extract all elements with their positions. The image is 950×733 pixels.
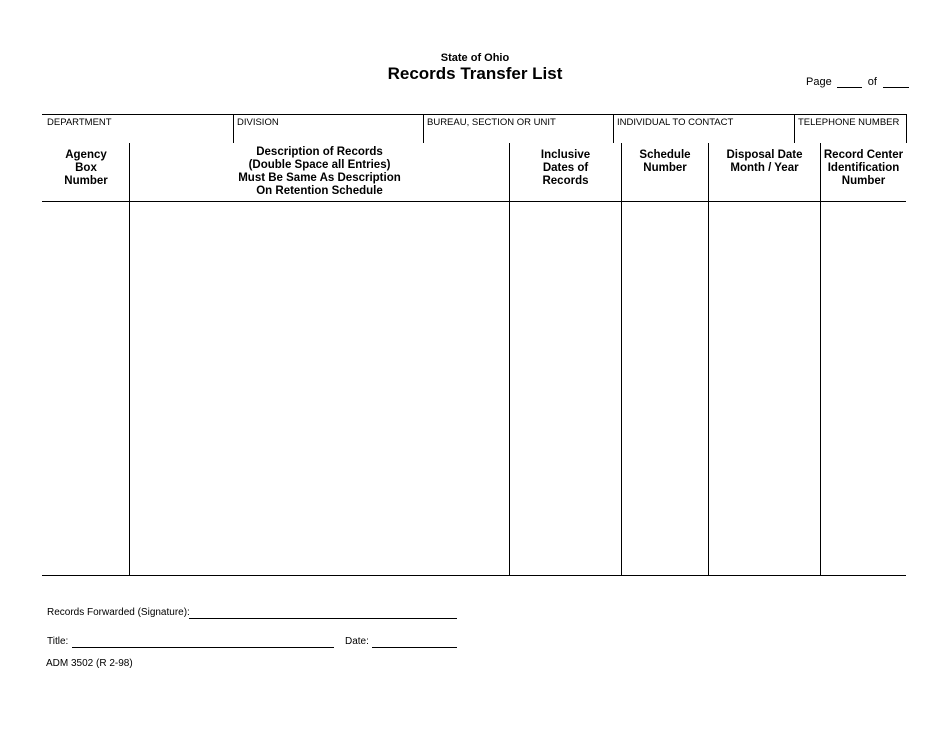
form-number: ADM 3502 (R 2-98): [46, 658, 133, 669]
signature-line[interactable]: [189, 618, 457, 619]
table-bottom-border: [42, 575, 906, 576]
column-header-line: Agency: [65, 149, 107, 161]
col-header-schedule-number: [622, 149, 708, 175]
column-header-line: On Retention Schedule: [256, 185, 383, 197]
department-field[interactable]: [43, 115, 233, 143]
title-label: Title:: [47, 636, 69, 647]
column-header-line: Description of Records: [256, 146, 383, 158]
col-header-record-center-id: [821, 149, 906, 188]
column-header-line: Schedule: [639, 149, 691, 161]
col-header-inclusive-dates: [510, 149, 621, 188]
telephone-label: TELEPHONE NUMBER: [798, 117, 900, 128]
column-header-line: Records: [542, 175, 589, 187]
bureau-label: BUREAU, SECTION OR UNIT: [427, 117, 556, 128]
page-number-field[interactable]: [837, 77, 862, 88]
column-header-line: (Double Space all Entries): [248, 159, 391, 171]
telephone-field[interactable]: [794, 115, 906, 143]
contact-field[interactable]: [613, 115, 794, 143]
column-header-line: Number: [64, 175, 108, 187]
title-line[interactable]: [72, 647, 334, 648]
col-header-disposal-date: [709, 149, 820, 175]
of-label: of: [867, 76, 877, 88]
records-entry-area[interactable]: [43, 202, 906, 574]
column-header-line: Dates of: [542, 162, 589, 174]
column-header-line: Record Center: [823, 149, 904, 161]
contact-label: INDIVIDUAL TO CONTACT: [617, 117, 734, 128]
bureau-field[interactable]: [423, 115, 613, 143]
total-pages-field[interactable]: [883, 77, 909, 88]
col-header-description: [130, 146, 509, 198]
column-header-line: Number: [841, 175, 886, 187]
column-header-line: Inclusive: [540, 149, 591, 161]
page-number-row: [806, 76, 909, 88]
date-line[interactable]: [372, 647, 457, 648]
col-header-agency-box: [43, 149, 129, 188]
column-header-line: Number: [643, 162, 687, 174]
info-right-border: [906, 114, 907, 143]
department-label: DEPARTMENT: [47, 117, 112, 128]
column-header-line: Disposal Date: [726, 149, 803, 161]
form-title: Records Transfer List: [387, 64, 563, 83]
division-field[interactable]: [233, 115, 423, 143]
page-label: Page: [806, 76, 832, 88]
state-heading: State of Ohio: [440, 52, 510, 64]
column-header-line: Identification: [827, 162, 900, 174]
records-forwarded-label: Records Forwarded (Signature):: [47, 607, 190, 618]
column-header-line: Must Be Same As Description: [238, 172, 401, 184]
column-header-line: Month / Year: [730, 162, 799, 174]
division-label: DIVISION: [237, 117, 279, 128]
column-header-line: Box: [75, 162, 97, 174]
date-label: Date:: [345, 636, 369, 647]
